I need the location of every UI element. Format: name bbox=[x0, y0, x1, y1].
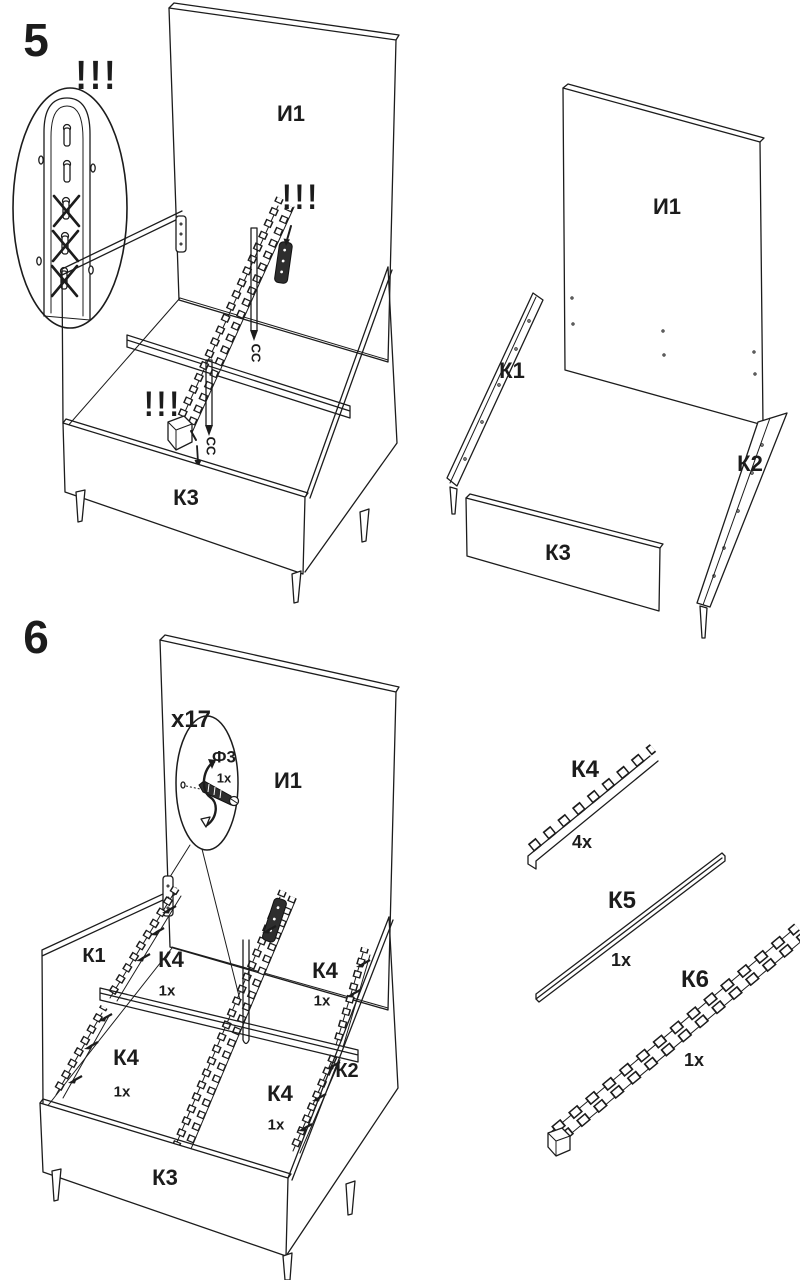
slat-qty-4: 1x bbox=[267, 1116, 285, 1134]
step6-parts-drawings bbox=[528, 748, 800, 1156]
part-k5-qty: 1x bbox=[610, 950, 632, 970]
part-k4-qty: 4x bbox=[571, 832, 593, 852]
step5-exploded-front-panel-label: К3 bbox=[545, 540, 571, 565]
step5-rail-top-warning: !!! bbox=[282, 179, 320, 218]
step5-exploded-view-drawing bbox=[447, 84, 787, 638]
step6-number: 6 bbox=[23, 611, 49, 663]
part-k4-label: К4 bbox=[571, 756, 599, 783]
step6-headboard-label: И1 bbox=[273, 768, 303, 793]
step5-rail-bottom-warning: !!! bbox=[144, 386, 182, 425]
step5-headboard-label: И1 bbox=[276, 101, 306, 126]
step5-exploded-right-rail-label: К2 bbox=[737, 451, 763, 476]
slat-qty-1: 1x bbox=[158, 982, 176, 1000]
allowed-slots bbox=[64, 125, 71, 183]
crossed-slots bbox=[52, 196, 79, 296]
slat-label-3: К4 bbox=[113, 1045, 139, 1070]
step6-left-rail-label: К1 bbox=[82, 945, 106, 967]
step5-magnifier-warning: !!! bbox=[75, 53, 119, 99]
step5-number: 5 bbox=[23, 14, 49, 66]
step6-callout-screw-label: Ф3 bbox=[212, 747, 236, 767]
step5-center-mark-1: CC bbox=[248, 343, 264, 363]
slat-label-2: К4 bbox=[312, 958, 338, 983]
slat-label-4: К4 bbox=[267, 1081, 293, 1106]
step5-exploded-headboard-label: И1 bbox=[652, 194, 682, 219]
step5-exploded-left-rail-label: К1 bbox=[499, 358, 525, 383]
part-k6-label: К6 bbox=[681, 966, 709, 993]
step6-screw-total: x17 bbox=[170, 706, 212, 733]
step5-center-mark-2: CC bbox=[203, 436, 219, 456]
step6-front-panel-label: К3 bbox=[152, 1165, 178, 1190]
part-k6-qty: 1x bbox=[683, 1050, 705, 1070]
step6-right-rail-label: К2 bbox=[335, 1060, 359, 1082]
step6-callout-screw-qty: 1x bbox=[216, 770, 232, 786]
step5-front-panel-label: К3 bbox=[173, 485, 199, 510]
step5-magnifier-detail bbox=[13, 88, 127, 328]
slat-qty-2: 1x bbox=[313, 992, 331, 1010]
slat-qty-3: 1x bbox=[113, 1083, 131, 1101]
part-k5-label: К5 bbox=[608, 887, 636, 914]
slat-label-1: К4 bbox=[158, 947, 184, 972]
